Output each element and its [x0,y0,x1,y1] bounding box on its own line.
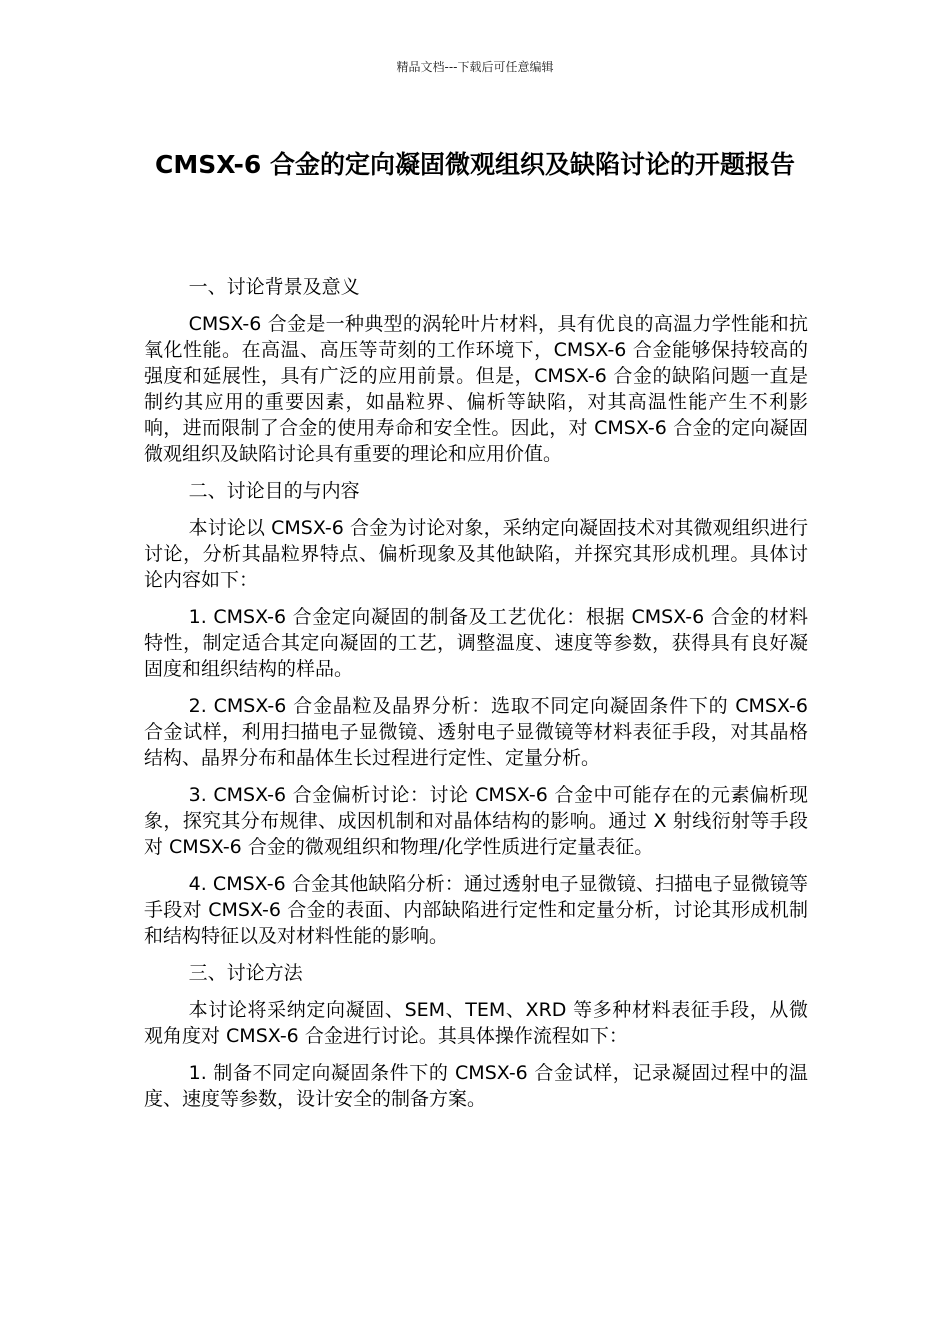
paragraph-purpose-intro: 本讨论以 CMSX-6 合金为讨论对象，采纳定向凝固技术对其微观组织进行讨论，分析其晶粒界特点、偏析现象及其他缺陷，并探究其形成机理。具体讨论内容如下： [144,517,808,591]
list-item-content-3: 3. CMSX-6 合金偏析讨论：讨论 CMSX-6 合金中可能存在的元素偏析现象，探究其分布规律、成因机制和对晶体结构的影响。通过 X 射线衍射等手段对 CMSX-6 合金的微观组织和物理/化学性质进行定量表征。 [144,784,808,858]
list-item-content-2: 2. CMSX-6 合金晶粒及晶界分析：选取不同定向凝固条件下的 CMSX-6 合金试样，利用扫描电子显微镜、透射电子显微镜等材料表征手段，对其晶格结构、晶界分布和晶体生长过程进行定性、定量分析。 [144,695,808,769]
section-heading-background: 一、讨论背景及意义 [188,276,360,298]
list-item-method-1: 1. 制备不同定向凝固条件下的 CMSX-6 合金试样，记录凝固过程中的温度、速度等参数，设计安全的制备方案。 [144,1062,808,1110]
section-heading-purpose: 二、讨论目的与内容 [188,480,360,502]
list-item-content-4: 4. CMSX-6 合金其他缺陷分析：通过透射电子显微镜、扫描电子显微镜等手段对 CMSX-6 合金的表面、内部缺陷进行定性和定量分析，讨论其形成机制和结构特征以及对材料性能的影响。 [144,873,808,947]
paragraph-method-intro: 本讨论将采纳定向凝固、SEM、TEM、XRD 等多种材料表征手段，从微观角度对 CMSX-6 合金进行讨论。其具体操作流程如下： [144,999,808,1047]
section-heading-method: 三、讨论方法 [188,962,303,984]
list-item-content-1: 1. CMSX-6 合金定向凝固的制备及工艺优化：根据 CMSX-6 合金的材料特性，制定适合其定向凝固的工艺，调整温度、速度等参数，获得具有良好凝固度和组织结构的样品。 [144,606,808,680]
document-body [144,274,808,1123]
document-title: CMSX-6 合金的定向凝固微观组织及缺陷讨论的开题报告 [155,150,795,179]
page-header-note: 精品文档---下载后可任意编辑 [396,60,554,74]
paragraph-background: CMSX-6 合金是一种典型的涡轮叶片材料，具有优良的高温力学性能和抗氧化性能。在高温、高压等苛刻的工作环境下，CMSX-6 合金能够保持较高的强度和延展性，具有广泛的应用前景。但是，CMSX-6 合金的缺陷问题一直是制约其应用的重要因素，如晶粒界、偏析等缺陷，对其高温性能产生不利影响，进而限制了合金的使用寿命和安全性。因此，对 CMSX-6 合金的定向凝固微观组织及缺陷讨论具有重要的理论和应用价值。 [144,313,808,465]
